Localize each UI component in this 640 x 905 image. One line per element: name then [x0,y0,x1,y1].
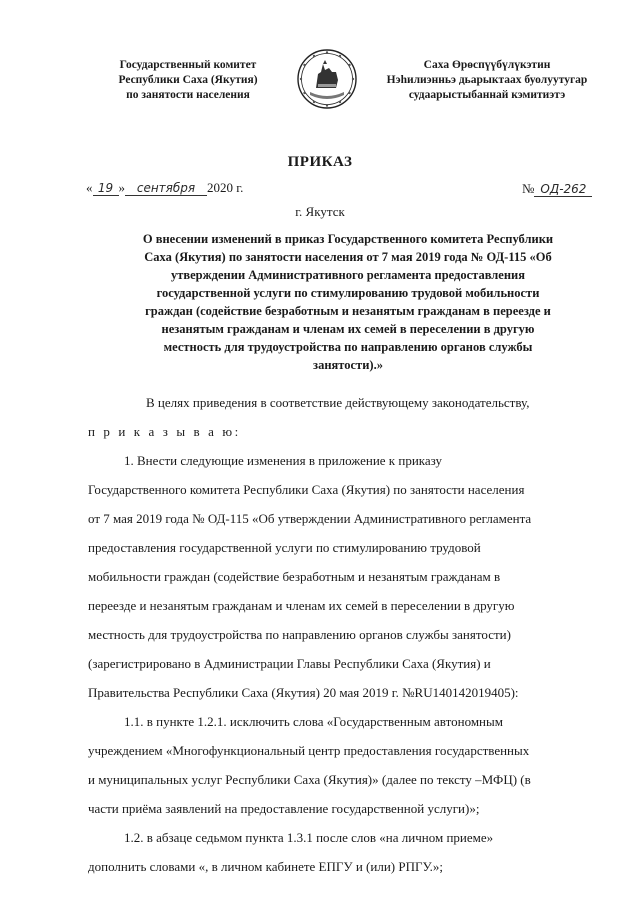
order-date [86,180,243,196]
city-line: г. Якутск [295,204,345,219]
header-left-line: Республики Саха (Якутия) [118,74,258,86]
subject-line: местность для трудоустройства по направлению органов службы [163,340,533,354]
item-1-2-line: дополнить словами «, в личном кабинете ЕПГУ и (или) РПГУ.»; [88,859,443,874]
item-1-line: мобильности граждан (содействие безработным и незанятым гражданам в [88,569,501,584]
item-1-line: от 7 мая 2019 года № ОД-115 «Об утверждении Административного регламента [88,511,532,526]
order-word: п р и к а з ы в а ю: [88,424,241,439]
header-right-line: судаарыстыбаннай кэмитиэтэ [408,89,566,101]
order-number [522,181,592,197]
item-1-1-line: и муниципальных услуг Республики Саха (Якутия)» (далее по тексту –МФЦ) (в [88,772,531,787]
header-left-line: по занятости населения [126,89,250,101]
item-1-1 [88,707,608,823]
subject-line: О внесении изменений в приказ Государственного комитета Республики [142,232,554,246]
item-1-line: Государственного комитета Республики Саха (Якутия) по занятости населения [88,482,525,497]
preamble [88,388,608,446]
sakha-coat-of-arms-icon [296,48,358,110]
item-1-1-line: части приёма заявлений на предоставление государственной услуги)»; [88,801,480,816]
header-right-line: Саха Өрөспүүбүлүкэтин [423,59,551,71]
preamble-text: В целях приведения в соответствие действующему законодательству, [146,395,530,410]
header-right-line: Нэһилиэнньэ дьарыктаах буолуутугар [386,74,588,86]
subject-line: занятости).» [313,358,383,372]
date-month: сентября [125,181,207,196]
item-1-line: переезде и незанятым гражданам и членам их семей в переселении в другую [88,598,515,613]
item-1-line: местность для трудоустройства по направлению органов службы занятости) [88,627,511,642]
item-1 [88,446,608,707]
subject-line: незанятым гражданам и членам их семей в переселении в другую [161,322,535,336]
item-1-line: (зарегистрировано в Администрации Главы Республики Саха (Якутия) и [88,656,491,671]
item-1-2-line: 1.2. в абзаце седьмом пункта 1.3.1 после слов «на личном приеме» [124,830,494,845]
subject-line: утверждении Административного регламента предоставления [170,268,526,282]
header-left-line: Государственный комитет [119,59,257,71]
date-open-quote: « [86,180,93,195]
date-day: 19 [93,181,119,196]
ministry-name-russian [88,58,288,103]
date-close-quote: » [118,180,125,195]
document-title: ПРИКАЗ [287,154,353,170]
subject-line: граждан (содействие безработным и незанятым гражданам в переезде и [145,304,551,318]
item-1-line: Правительства Республики Саха (Якутия) 20 мая 2019 г. №RU140142019405): [88,685,519,700]
item-1-1-line: 1.1. в пункте 1.2.1. исключить слова «Государственным автономным [124,714,503,729]
date-year: 2020 г. [207,180,244,195]
number-prefix: № [522,181,535,196]
subject-line: государственной услуги по стимулированию трудовой мобильности [156,286,540,300]
item-1-line: 1. Внести следующие изменения в приложение к приказу [124,453,443,468]
item-1-line: предоставления государственной услуги по стимулированию трудовой [88,540,481,555]
item-1-1-line: учреждением «Многофункциональный центр предоставления государственных [88,743,530,758]
subject-line: Саха (Якутия) по занятости населения от 7 мая 2019 года № ОД-115 «Об [144,250,552,264]
ministry-name-yakut [372,58,602,103]
number-value: ОД-262 [534,182,592,197]
order-subject [88,230,608,374]
item-1-2 [88,823,608,881]
